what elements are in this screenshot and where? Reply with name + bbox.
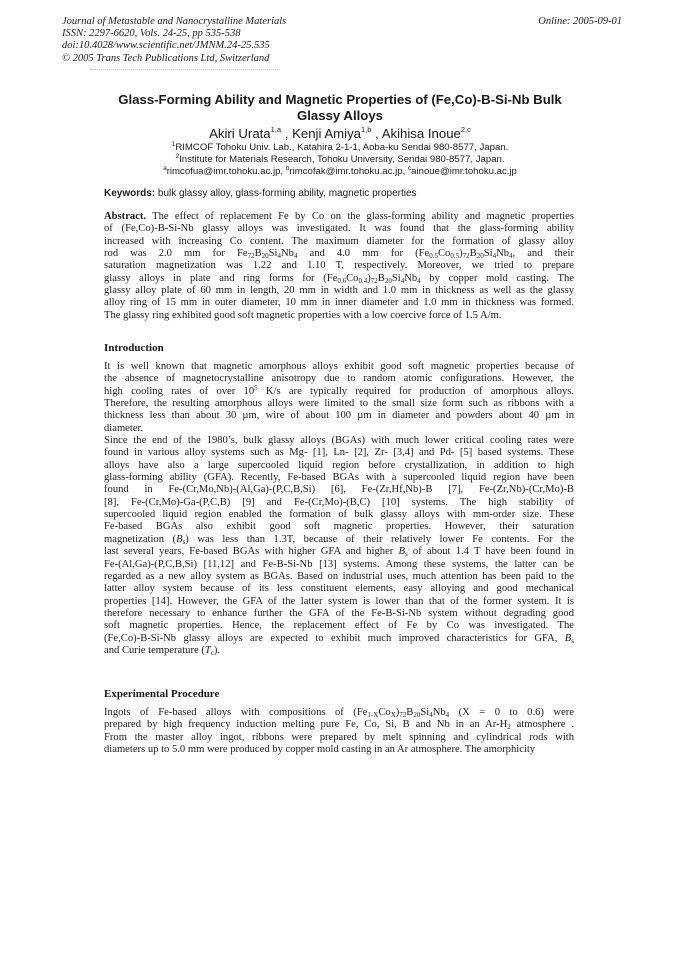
- text-line: [104, 373, 574, 385]
- text-line: [104, 361, 574, 373]
- text-run: Therefore, the resulting amorphous alloys were limited to the small size form such as ribbons with a: [104, 398, 574, 410]
- journal-header: [62, 16, 622, 65]
- text-run: ).: [213, 644, 221, 656]
- text-run: Fe-(Al,Ga)-(P,C,B,Si) [11,12] and Fe-B-Si-Nb [13] systems. Among these systems, the latter can be: [104, 558, 574, 570]
- text-line: [104, 521, 574, 533]
- text-run: The effect of replacement Fe by Co on the glass-forming ability and magnetic properties: [146, 211, 574, 222]
- text-run: glassy alloys in plate and ring forms for (Fe: [104, 272, 338, 284]
- text-line: [104, 310, 574, 322]
- text-line: [104, 484, 574, 496]
- text-run: glass-forming ability (GFA). Recently, Fe-based BGAs with a supercooled liquid region have been: [104, 472, 574, 484]
- title-line-2: Glassy Alloys: [296, 108, 383, 123]
- text-run: of about 1.4 T have been found in: [407, 546, 574, 558]
- keywords: [104, 188, 417, 199]
- text-run: soft magnetic properties. Hence, the replacement effect of Fe by Co was investigated. The: [104, 620, 574, 632]
- text-run: B: [406, 707, 414, 718]
- text-run: B: [254, 248, 262, 260]
- text-line: [104, 509, 574, 521]
- subscript: 0.5: [429, 252, 438, 261]
- email-address[interactable]: ainoue@imr.tohoku.ac.jp: [411, 166, 517, 178]
- journal-name: Journal of Metastable and Nanocrystalline Materials: [62, 16, 287, 27]
- subscript: 20: [413, 711, 421, 719]
- subscript: X: [390, 711, 396, 719]
- text-run: Nb: [404, 272, 418, 284]
- text-run: ): [459, 248, 463, 260]
- italic-symbol: T: [204, 644, 211, 656]
- text-line: [104, 608, 574, 620]
- text-line: [104, 460, 574, 472]
- text-run: therefore necessary to enhance further the GFA of the Fe-B-Si-Nb system without degrading good: [104, 607, 574, 619]
- text-run: The glassy ring exhibited good soft magnetic properties with a low coercive force of 1.5 A/m.: [104, 309, 502, 321]
- text-run: latter alloy system because of its less constituent elements, easy alloying and good mechanical: [104, 583, 574, 595]
- subscript: 4: [492, 252, 497, 261]
- text-run: Nb: [280, 248, 294, 260]
- text-run: the absence of magnetocrystalline anisotropy due to random atomic configurations. However, the: [104, 373, 574, 385]
- abstract-section: [104, 211, 574, 322]
- text-run: diameters up to 5.0 mm were produced by copper mold casting in an Ar atmosphere. The amorphicity: [104, 744, 536, 756]
- text-line: [104, 620, 574, 632]
- author-affiliation-mark: 1,b: [361, 125, 372, 134]
- subscript: 72: [399, 711, 407, 719]
- author-affiliation-mark: 1,a: [270, 125, 282, 134]
- text-run: Co: [378, 707, 391, 718]
- text-run: increased with increasing Co content. The maximum diameter for the formation of glassy alloy: [104, 235, 574, 247]
- text-line: [104, 260, 574, 272]
- text-run: Si: [420, 707, 430, 718]
- affiliation-text: RIMCOF Tohoku Univ. Lab., Katahira 2-1-1, Aoba-ku Sendai 980-8577, Japan.: [175, 142, 509, 153]
- text-line: [104, 273, 574, 285]
- text-run: glassy alloy plate of 60 mm in length, 20 mm in width and 1.0 mm in thickness as well as the glassy: [104, 285, 574, 297]
- text-line: [104, 423, 574, 435]
- text-line: [104, 211, 574, 223]
- subscript: 4: [277, 252, 281, 261]
- email-mark: a: [163, 165, 167, 173]
- author-name: Kenji Amiya: [292, 126, 361, 141]
- text-run: Si: [391, 272, 401, 284]
- text-line: [104, 447, 574, 459]
- text-run: [8], Fe-(Cr,Mo)-Ga-(P,C,B) [9] and Fe-(Cr,Mo)-(B,C) [10] systems. The high stability of: [104, 496, 574, 508]
- text-line: [104, 645, 574, 657]
- text-run: high cooling rates of over 10: [104, 385, 255, 397]
- author-separator: ,: [281, 126, 293, 141]
- subscript: 20: [476, 252, 484, 261]
- text-run: alloys have also a large supercooled liquid region before crystallization, in addition to high: [104, 459, 574, 471]
- text-run: found in Fe-(Cr,Mo,Nb)-(Al,Ga)-(P,C,B,Si) [6], Fe-(Zr,Hf,Nb)-B [7], Fe-(Zr,Nb)-(Cr,Mo)-B: [104, 484, 574, 496]
- text-run: Co: [346, 272, 359, 284]
- text-run: Si: [483, 248, 493, 260]
- text-line: [104, 707, 574, 719]
- paper-title: [100, 92, 580, 124]
- text-line: [104, 236, 574, 248]
- text-run: Since the end of the 1980’s, bulk glassy alloys (BGAs) with much lower critical cooling rates were: [104, 435, 574, 447]
- subscript: 4: [293, 252, 298, 261]
- text-line: [104, 297, 574, 309]
- text-run: (Fe,Co)-B-Si-Nb glassy alloys are expected to exhibit much improved characteristics for GFA,: [104, 632, 565, 644]
- text-run: of (Fe,Co)-B-Si-Nb glassy alloys was investigated. It was found that the glass-forming ability: [104, 223, 574, 235]
- text-line: [104, 223, 574, 235]
- text-run: regarded as a new alloy system as BGAs. Based on industrial uses, much attention has been paid to the: [104, 570, 574, 582]
- text-run: ): [395, 707, 400, 718]
- text-line: [104, 472, 574, 484]
- text-run: saturation magnetization was 1.22 and 1.10 T, respectively. Moreover, we tried to prepare: [104, 260, 574, 272]
- subscript: s: [405, 550, 408, 559]
- text-run: Nb: [496, 248, 510, 260]
- text-run: prepared by high frequency induction melting pure Fe, Co, Si, B and Nb in an Ar-H: [104, 719, 508, 731]
- subscript: s: [182, 537, 186, 546]
- subscript: 2: [507, 723, 511, 732]
- text-run: rod was 2.0 mm for Fe: [104, 248, 248, 260]
- text-line: [104, 398, 574, 410]
- issn-line: ISSN: 2297-6620, Vols. 24-25, pp 535-538: [62, 28, 241, 40]
- author-affiliation-mark: 2,c: [460, 125, 471, 134]
- email-mark: b: [285, 165, 290, 173]
- text-run: magnetization (: [104, 533, 177, 545]
- text-line: [104, 435, 574, 447]
- text-run: B: [469, 248, 477, 260]
- text-run: by copper mold casting. The: [420, 272, 575, 284]
- text-run: thickness less than about 30 µm, wire of about 100 µm in diameter and powders about 40 µm in: [104, 410, 574, 422]
- subscript: 0.5: [450, 252, 460, 261]
- email-address[interactable]: rimcofua@imr.tohoku.ac.jp,: [166, 166, 286, 178]
- text-line: [104, 744, 574, 756]
- email-line: [90, 166, 590, 178]
- doi-line: doi:10.4028/www.scientific.net/JMNM.24-25.535: [62, 40, 270, 52]
- scan-artifact: [90, 69, 280, 73]
- author-name: Akihisa Inoue: [381, 126, 461, 141]
- affiliation-text: Institute for Materials Research, Tohoku University, Sendai 980-8577, Japan.: [179, 154, 505, 166]
- text-line: [104, 719, 574, 731]
- email-mark: c: [407, 165, 412, 173]
- copyright-line: © 2005 Trans Tech Publications Ltd, Switzerland: [62, 52, 270, 64]
- subscript: 4: [417, 276, 421, 285]
- subscript: 0.6: [337, 276, 347, 285]
- text-run: properties [14]. However, the GFA of the latter system is lower than that of the former system. It is: [104, 595, 574, 607]
- subscript: 72: [370, 276, 378, 285]
- text-run: alloy ring of 15 mm in outer diameter, 10 mm in inner diameter and 1.0 mm in thickness was formed.: [104, 297, 574, 309]
- text-line: [104, 410, 574, 422]
- subscript: c: [210, 648, 214, 657]
- experimental-section: [104, 707, 574, 756]
- text-run: and Curie temperature (: [104, 644, 205, 656]
- text-line: [104, 497, 574, 509]
- experimental-heading: Experimental Procedure: [104, 688, 220, 700]
- text-line: [104, 285, 574, 297]
- subscript: 20: [261, 252, 269, 261]
- subscript: 4: [429, 711, 433, 719]
- text-line: [104, 583, 574, 595]
- text-run: Nb: [432, 707, 446, 718]
- text-run: found in various alloy systems such as Mg- [1], Ln- [2], Zr- [3,4] and Pd- [5] based systems. These: [104, 447, 574, 459]
- affiliation-mark: 1: [171, 141, 176, 148]
- subscript: s: [571, 636, 574, 645]
- text-run: Ingots of Fe-based alloys with compositions of (Fe: [104, 707, 368, 718]
- subscript: 4: [400, 276, 405, 285]
- text-run: B: [377, 272, 385, 284]
- text-run: It is well known that magnetic amorphous alloys exhibit good soft magnetic properties because of: [104, 361, 574, 372]
- superscript: 5: [254, 383, 258, 392]
- keywords-text: bulk glassy alloy, glass-forming ability, magnetic properties: [155, 188, 417, 199]
- online-date: Online: 2005-09-01: [538, 16, 622, 27]
- text-line: [104, 546, 574, 558]
- text-run: Si: [268, 248, 278, 260]
- affiliation-line: [90, 142, 590, 154]
- text-run: ) was less than 1.3T, because of their relatively lower Fe contents. For the: [185, 533, 574, 545]
- introduction-heading: Introduction: [104, 342, 164, 354]
- text-run: supercooled liquid region enabled the formation of bulk glassy alloys with mm-order size. These: [104, 509, 574, 521]
- text-run: (X = 0 to 0.6) were: [449, 707, 575, 718]
- text-run: ): [367, 272, 371, 284]
- email-address[interactable]: rimcofak@imr.tohoku.ac.jp,: [289, 166, 408, 178]
- subscript: 72: [462, 252, 470, 261]
- italic-symbol: B: [564, 632, 572, 644]
- author-list: [100, 126, 580, 142]
- author-separator: ,: [371, 126, 382, 141]
- text-line: [104, 383, 575, 398]
- subscript: 4: [445, 711, 450, 719]
- keywords-label: Keywords:: [104, 188, 156, 199]
- text-run: and 4.0 mm for (Fe: [297, 248, 430, 260]
- affiliation-mark: 2: [175, 153, 180, 161]
- affiliations: [90, 142, 590, 179]
- subscript: 20: [384, 276, 392, 285]
- subscript: 4: [509, 252, 513, 261]
- text-run: last several years, Fe-based BGAs with higher GFA and higher: [104, 546, 399, 558]
- subscript: 0.4: [358, 276, 368, 285]
- author-name: Akiri Urata: [209, 126, 271, 141]
- text-run: diameter.: [104, 422, 144, 434]
- introduction-section: [104, 361, 574, 657]
- text-run: K/s are typically required for production of amorphous alloys.: [257, 385, 575, 397]
- italic-symbol: B: [176, 533, 183, 545]
- text-run: atmosphere .: [510, 719, 574, 731]
- text-line: [104, 534, 574, 546]
- text-run: , and their: [512, 248, 574, 260]
- italic-symbol: B: [398, 546, 405, 558]
- text-line: [104, 596, 574, 608]
- text-run: Co: [437, 248, 451, 260]
- title-line-1: Glass-Forming Ability and Magnetic Properties of (Fe,Co)-B-Si-Nb Bulk: [118, 92, 562, 107]
- text-run: From the master alloy ingot, ribbons were prepared by melt spinning and cylindrical rods with: [104, 731, 574, 743]
- subscript: 72: [247, 252, 255, 261]
- subscript: 1-X: [367, 711, 379, 719]
- text-line: [104, 571, 574, 583]
- section-lead-label: Abstract.: [104, 211, 147, 222]
- text-run: Fe-based BGAs also exhibit good soft magnetic properties. However, their saturation: [104, 521, 574, 533]
- text-line: [104, 248, 574, 260]
- text-line: [104, 559, 574, 571]
- text-line: [104, 633, 574, 645]
- text-line: [104, 732, 574, 744]
